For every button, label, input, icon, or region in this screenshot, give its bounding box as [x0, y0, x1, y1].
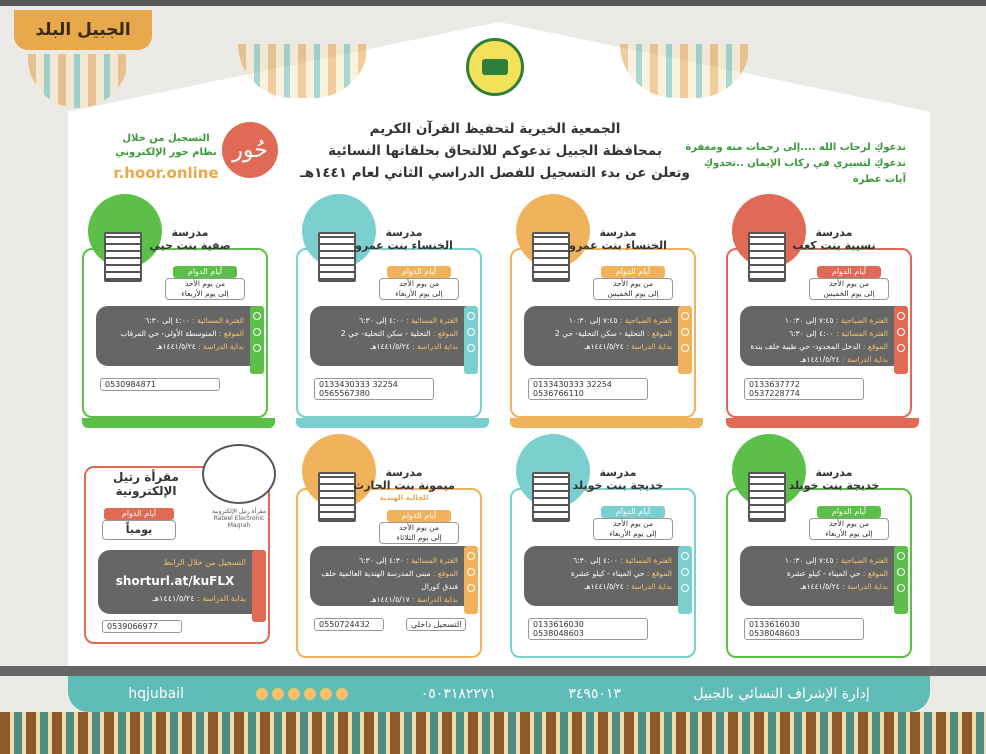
- mobile-number: ٠٥٠٣١٨٢٢٧١: [420, 686, 496, 702]
- working-days: من يوم الأحد إلى يوم الأربعاء: [593, 518, 673, 540]
- internal-registration: التسجيل داخلي: [406, 618, 466, 631]
- working-days: من يوم الأحد إلى يوم الأربعاء: [165, 278, 245, 300]
- quran-book-icon: [482, 59, 508, 75]
- school-card-5: مدرسة خديجة بنت خويلد أيام الدوام من يوم الأحد إلى يوم الأربعاء الفترة الصباحية : ٧:٤٥ إلى ١٠:٣٠ الموقع : حي الميناء - كيلو عشرة بداية الدراسة : ١٤٤١/٥/٢٤هـ 0133616030 0538048603: [726, 462, 919, 664]
- school-card-2: مدرسة الخنساء بنت عمرو أيام الدوام من يوم الأحد إلى يوم الخميس الفترة الصباحية : ٧:٤٥ إلى ١٠:٣٠ الموقع : التحلية - سكن التحلية- حي 2 بداية الدراسة : ١٤٤١/٥/٢٤هـ 0133430333 32254 0536766110: [510, 222, 703, 424]
- school-name: مدرسة الخنساء بنت عمرو: [569, 226, 667, 252]
- working-days: من يوم الأحد إلى يوم الخميس: [809, 278, 889, 300]
- contact-phones: 0539066977: [102, 620, 182, 633]
- instagram-icon[interactable]: [336, 688, 348, 700]
- contact-phones: 0133616030 0538048603: [528, 618, 648, 640]
- school-card-4: مدرسة صفية بنت حيي أيام الدوام من يوم الأحد إلى يوم الأربعاء الفترة المسائية : ٤:٠٠ إلى ٦:٣٠ الموقع : المتوسطة الأولى- حي المرقاب بداية الدراسة : ١٤٤١/٥/٢٤هـ 0530984871: [82, 222, 275, 424]
- working-days: من يوم الأحد إلى يوم الخميس: [593, 278, 673, 300]
- region-tag: الجبيل البلد: [14, 10, 152, 50]
- session-details: الفترة الصباحية : ٧:٤٥ إلى ١٠:٣٠ الفترة المسائية : ٤:٠٠ إلى ٦:٣٠ الموقع : الدخل المحدود- حي طيبة خلف بندة بداية الدراسة : ١٤٤١/٥/٢٤هـ: [740, 306, 906, 366]
- telegram-icon[interactable]: [256, 688, 268, 700]
- session-details: الفترة الصباحية : ٧:٤٥ إلى ١٠:٣٠ الموقع : التحلية - سكن التحلية- حي 2 بداية الدراسة : ١٤٤١/٥/٢٤هـ: [524, 306, 690, 366]
- top-rule: [0, 0, 986, 6]
- facebook-icon[interactable]: [320, 688, 332, 700]
- school-name: مدرسة خديجة بنت خويلد: [572, 466, 664, 492]
- maqraa-card: مقرأة رتيل الإلكترونية Rateel Electronic Maqrah مقرأة رتيل الإلكترونية أيام الدوام يومياً التسجيل من خلال الرابط shorturl.at/kuFLX بداية الدراسة : ١٤٤١/٥/٢٤هـ 0539066977: [84, 440, 277, 650]
- snapchat-icon[interactable]: [272, 688, 284, 700]
- supervision-name: إدارة الإشراف النسائي بالجبيل: [693, 686, 870, 702]
- phone-number: ٣٤٩٥٠١٣: [568, 686, 621, 702]
- school-name: مدرسة نسيبة بنت كعب: [792, 226, 876, 252]
- youtube-icon[interactable]: [288, 688, 300, 700]
- contact-phones: 0133637772 0537228774: [744, 378, 864, 400]
- maqraa-title: مقرأة رتيل الإلكترونية: [113, 470, 179, 498]
- school-name: مدرسة صفية بنت حيي: [149, 226, 231, 252]
- working-days: من يوم الأحد إلى يوم الأربعاء: [379, 278, 459, 300]
- twitter-icon[interactable]: [304, 688, 316, 700]
- school-name: مدرسة الخنساء بنت عمرو: [355, 226, 453, 252]
- working-days: من يوم الأحد إلى يوم الثلاثاء: [379, 522, 459, 544]
- footer-bar: [68, 676, 930, 712]
- session-details: الفترة المسائية : ٤:٣٠ إلى ٦:٣٠ الموقع : مبنى المدرسة الهندية العالمية خلف فندق كورال بداية الدراسة : ١٤٤١/٥/١٧هـ: [310, 546, 476, 606]
- session-details: الفترة الصباحية : ٧:٤٥ إلى ١٠:٣٠ الموقع : حي الميناء - كيلو عشرة بداية الدراسة : ١٤٤١/٥/٢٤هـ: [740, 546, 906, 606]
- contact-phones: 0530984871: [100, 378, 220, 391]
- maqraa-details: التسجيل من خلال الرابط shorturl.at/kuFLX بداية الدراسة : ١٤٤١/٥/٢٤هـ: [98, 550, 264, 614]
- contact-phones: 0133430333 32254 0536766110: [528, 378, 648, 400]
- school-card-1: مدرسة نسيبة بنت كعب أيام الدوام من يوم الأحد إلى يوم الخميس الفترة الصباحية : ٧:٤٥ إلى ١٠:٣٠ الفترة المسائية : ٤:٠٠ إلى ٦:٣٠ الموقع : الدخل المحدود- حي طيبة خلف بندة بداية الدراسة : ١٤٤١/٥/٢٤هـ 0133637772 0537228774: [726, 222, 919, 424]
- working-days: من يوم الأحد إلى يوم الأربعاء: [809, 518, 889, 540]
- social-icons: [256, 688, 348, 700]
- contact-phones: 0133616030 0538048603: [744, 618, 864, 640]
- school-name: مدرسة ميمونة بنت الحارث للجالية الهندية: [353, 466, 455, 502]
- session-details: الفترة المسائية : ٤:٠٠ إلى ٦:٣٠ الموقع : حي الميناء - كيلو عشرة بداية الدراسة : ١٤٤١/٥/٢٤هـ: [524, 546, 690, 606]
- school-name: مدرسة خديجة بنت خويلد: [788, 466, 880, 492]
- hoor-logo-icon: حُور: [222, 122, 278, 178]
- sadu-pattern-border: [0, 712, 986, 754]
- session-details: الفترة المسائية : ٤:٠٠ إلى ٦:٣٠ الموقع : التحلية - سكن التحلية- حي 2 بداية الدراسة : ١٤٤١/٥/٢٤هـ: [310, 306, 476, 366]
- announcement-title: الجمعية الخيرية لتحفيظ القرآن الكريم بمحافظة الجبيل تدعوكم للالتحاق بحلقاتها النسائية وتعلن عن بدء التسجيل للفصل الدراسي الثاني لعام ١٤٤١هـ: [300, 121, 690, 181]
- association-logo: [466, 38, 524, 96]
- session-details: الفترة المسائية : ٤:٠٠ إلى ٦:٣٠ الموقع : المتوسطة الأولى- حي المرقاب بداية الدراسة : ١٤٤١/٥/٢٤هـ: [96, 306, 262, 366]
- school-card-7: مدرسة ميمونة بنت الحارث للجالية الهندية أيام الدوام من يوم الأحد إلى يوم الثلاثاء الفترة المسائية : ٤:٣٠ إلى ٦:٣٠ الموقع : مبنى المدرسة الهندية العالمية خلف فندق كورال بداية الدراسة : ١٤٤١/٥/١٧هـ 0550724432 التسجيل داخلي: [296, 462, 489, 664]
- daily-badge: يومياً: [102, 520, 176, 540]
- contact-phones: 0133430333 32254 0565567380: [314, 378, 434, 400]
- social-handle: hqjubail: [128, 686, 184, 702]
- maqraa-logo-icon: [202, 444, 276, 504]
- registration-note: التسجيل من خلال نظام حور الإلكتروني r.hoor.online: [113, 133, 219, 182]
- floral-ornament-corner: [28, 54, 128, 108]
- registration-url[interactable]: r.hoor.online: [113, 164, 219, 182]
- maqraa-link[interactable]: shorturl.at/kuFLX: [115, 574, 235, 588]
- invitation-quote: ندعوكِ لرحاب الله ....إلى رحمات منه ومغفرة ندعوكِ لتسيري في ركاب الإيمان ..تحدوكِ آيات عطرة: [685, 142, 906, 185]
- school-card-6: مدرسة خديجة بنت خويلد أيام الدوام من يوم الأحد إلى يوم الأربعاء الفترة المسائية : ٤:٠٠ إلى ٦:٣٠ الموقع : حي الميناء - كيلو عشرة بداية الدراسة : ١٤٤١/٥/٢٤هـ 0133616030 0538048603: [510, 462, 703, 664]
- school-card-3: مدرسة الخنساء بنت عمرو أيام الدوام من يوم الأحد إلى يوم الأربعاء الفترة المسائية : ٤:٠٠ إلى ٦:٣٠ الموقع : التحلية - سكن التحلية- حي 2 بداية الدراسة : ١٤٤١/٥/٢٤هـ 0133430333 32254 0565567380: [296, 222, 489, 424]
- contact-phones: 0550724432: [314, 618, 384, 631]
